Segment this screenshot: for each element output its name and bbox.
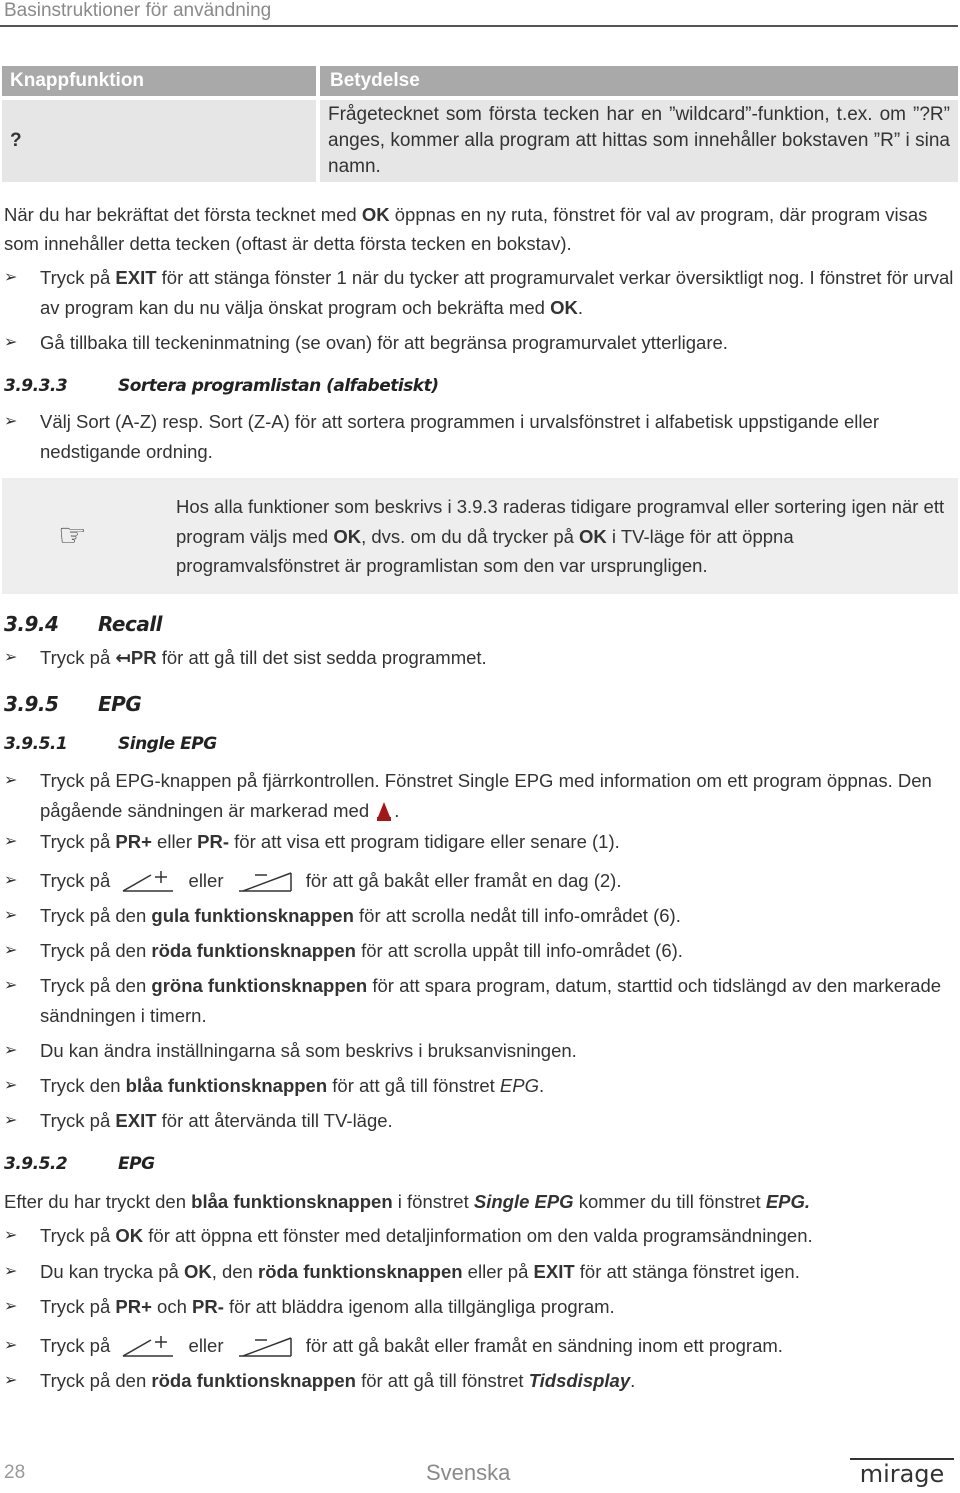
section-heading-3952: [4, 1154, 67, 1174]
bullet-arrow-icon: ➢: [4, 334, 18, 351]
wildcard-description: Frågetecknet som första tecken har en ”wildcard”-funktion, t.ex. om ”?R” anges, kommer alla program att hittas som innehåller bokstaven ”R” i sina namn.: [328, 104, 950, 177]
bullet-arrow-icon: ➢: [4, 907, 18, 924]
mirage-logo-graphic: [848, 1456, 956, 1488]
ok-key: OK: [361, 204, 390, 225]
section-title: EPG: [118, 1154, 155, 1174]
table-cell-description: [320, 100, 958, 182]
table-header-label: Betydelse: [330, 70, 420, 91]
text: När du har bekräftat det första tecknet med: [4, 204, 362, 225]
list-item: ➢ Tryck på eller för att gå bakåt eller framåt en dag (2).: [4, 866, 960, 896]
mirage-logo: [848, 1456, 956, 1493]
note-box: [2, 478, 958, 594]
section-title-3933: [118, 376, 439, 396]
section-title-3951: [118, 734, 217, 754]
program-back-plus-icon: [121, 1334, 177, 1360]
table-header-label: Knappfunktion: [10, 70, 145, 91]
list-item: ➢ Tryck på EXIT för att stänga fönster 1 när du tycker att programurvalet verkar översiktligt nog. I fönstret för urval av program kan du nu välja önskat program och bekräfta med OK.: [4, 263, 960, 323]
bullet-arrow-icon: ➢: [4, 833, 18, 850]
list-item: ➢ Tryck på eller för att gå bakåt eller framåt en sändning inom ett program.: [4, 1331, 960, 1361]
current-broadcast-marker-icon: [374, 801, 394, 823]
bullet-arrow-icon: ➢: [4, 872, 18, 889]
section-number: 3.9.5.2: [4, 1154, 68, 1174]
day-forward-minus-icon: [235, 869, 295, 895]
list-item: ➢ Tryck på den gröna funktionsknappen för att spara program, datum, starttid och tidslängd av den markerade sändningen i timern.: [4, 971, 960, 1031]
pointing-hand-icon: ☞: [58, 517, 87, 553]
section-title: Sortera programlistan (alfabetiskt): [118, 376, 439, 396]
section-title: Recall: [98, 612, 163, 636]
list-item: ➢ Gå tillbaka till teckeninmatning (se ovan) för att begränsa programurvalet ytterligare.: [4, 328, 960, 358]
page-number: 28: [4, 1462, 26, 1483]
list-item: ➢ Tryck på EPG-knappen på fjärrkontrollen. Fönstret Single EPG med information om ett program öppnas. Den pågående sändningen är markerad med .: [4, 766, 960, 826]
bullet-arrow-icon: ➢: [4, 1077, 18, 1094]
section-title: EPG: [98, 692, 142, 716]
program-forward-minus-icon: [235, 1334, 295, 1360]
section-heading-3933: [4, 376, 67, 396]
intro-paragraph: [4, 200, 960, 258]
list-item: ➢ Välj Sort (A-Z) resp. Sort (Z-A) för att sortera programmen i urvalsfönstret i alfabetisk uppstigande eller nedstigande ordning.: [4, 407, 960, 467]
table-cell-symbol: [2, 100, 316, 182]
section-number: 3.9.5.1: [4, 734, 68, 754]
wildcard-symbol: ?: [10, 130, 22, 151]
svg-text:mirage: mirage: [859, 1460, 945, 1488]
section-heading-395: [4, 692, 58, 716]
list-item: ➢ Tryck på EXIT för att återvända till TV-läge.: [4, 1106, 960, 1136]
list-item: ➢ Tryck på OK för att öppna ett fönster med detaljinformation om den valda programsändningen.: [4, 1221, 960, 1251]
list-item: ➢ Tryck på den röda funktionsknappen för att scrolla uppåt till info-området (6).: [4, 936, 960, 966]
page-header-title: Basinstruktioner för användning: [4, 0, 272, 21]
list-item: ➢ Tryck på den röda funktionsknappen för att gå till fönstret Tidsdisplay.: [4, 1366, 960, 1396]
footer-language: Svenska: [426, 1460, 511, 1485]
bullet-arrow-icon: ➢: [4, 1263, 18, 1280]
section-title-3952: [118, 1154, 155, 1174]
section-heading-3951: [4, 734, 67, 754]
section-title: Single EPG: [118, 734, 217, 754]
section-number: 3.9.4: [4, 612, 59, 636]
section-number: 3.9.5: [4, 692, 59, 716]
bullet-arrow-icon: ➢: [4, 649, 18, 666]
table-header-col1: [2, 66, 316, 96]
table-header-col2: [320, 66, 958, 96]
bullet-arrow-icon: ➢: [4, 1372, 18, 1389]
bullet-arrow-icon: ➢: [4, 1042, 18, 1059]
bullet-arrow-icon: ➢: [4, 977, 18, 994]
list-item: ➢ Tryck på PR+ och PR- för att bläddra igenom alla tillgängliga program.: [4, 1292, 960, 1322]
list-item: ➢ Du kan trycka på OK, den röda funktionsknappen eller på EXIT för att stänga fönstret igen.: [4, 1257, 960, 1287]
bullet-arrow-icon: ➢: [4, 1112, 18, 1129]
list-item: ➢ Tryck på ↤PR för att gå till det sist sedda programmet.: [4, 643, 960, 673]
return-arrow-icon: ↤: [115, 647, 131, 668]
list-item: ➢ Tryck på den gula funktionsknappen för att scrolla nedåt till info-området (6).: [4, 901, 960, 931]
section-number: 3.9.3.3: [4, 376, 68, 396]
note-text: Hos alla funktioner som beskrivs i 3.9.3 raderas tidigare programval eller sortering igen när ett program väljs med OK, dvs. om du då trycker på OK i TV-läge för att öppna programvalsfönstret är programlistan som den var ursprungligen.: [176, 496, 945, 576]
list-item: ➢ Du kan ändra inställningarna så som beskrivs i bruksanvisningen.: [4, 1036, 960, 1066]
bullet-arrow-icon: ➢: [4, 413, 18, 430]
section-title-395: [98, 692, 141, 716]
header-divider: [0, 25, 958, 27]
list-item: ➢ Tryck den blåa funktionsknappen för att gå till fönstret EPG.: [4, 1071, 960, 1101]
text: öppnas en ny ruta, fönstret för val av program, där program visas som innehåller detta tecken (oftast är detta första tecken en bokstav).: [4, 204, 928, 254]
bullet-arrow-icon: ➢: [4, 269, 18, 286]
bullet-arrow-icon: ➢: [4, 1337, 18, 1354]
bullet-arrow-icon: ➢: [4, 1298, 18, 1315]
section-title-394: [98, 612, 162, 636]
epg-intro-paragraph: Efter du har tryckt den blåa funktionsknappen i fönstret Single EPG kommer du till fönstret EPG.: [4, 1191, 811, 1212]
list-item: ➢ Tryck på PR+ eller PR- för att visa ett program tidigare eller senare (1).: [4, 827, 960, 857]
bullet-arrow-icon: ➢: [4, 942, 18, 959]
bullet-arrow-icon: ➢: [4, 772, 18, 789]
section-heading-394: [4, 612, 58, 636]
day-back-plus-icon: [121, 869, 177, 895]
bullet-arrow-icon: ➢: [4, 1227, 18, 1244]
